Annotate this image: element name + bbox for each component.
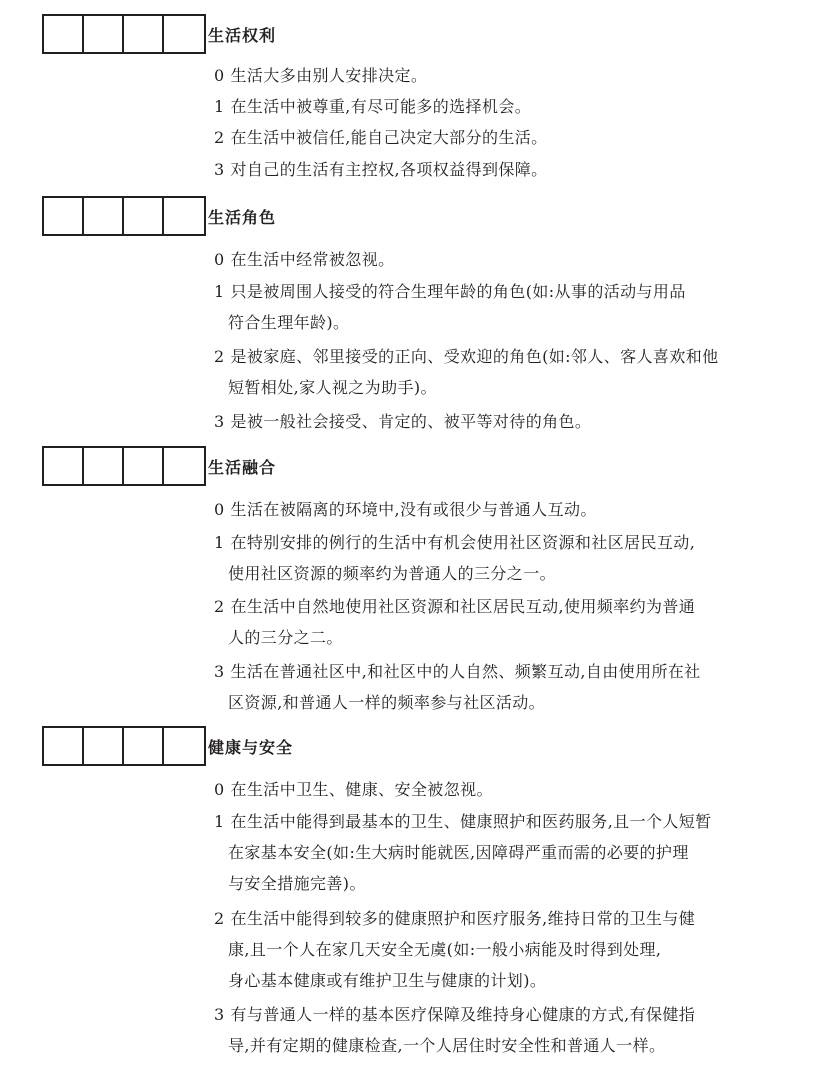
option-3	[214, 406, 774, 437]
option-text-continued: 区资源,和普通人一样的频率参与社区活动。	[228, 693, 546, 712]
option-text: 生活在普通社区中,和社区中的人自然、频繁互动,自由使用所在社	[230, 662, 701, 681]
option-number: 3	[214, 160, 225, 179]
option-text: 生活在被隔离的环境中,没有或很少与普通人互动。	[230, 500, 597, 519]
option-text: 在生活中经常被忽视。	[230, 250, 395, 269]
option-0	[214, 60, 774, 91]
option-number: 2	[214, 597, 225, 616]
option-text: 是被一般社会接受、肯定的、被平等对待的角色。	[230, 412, 592, 431]
option-text: 在生活中能得到较多的健康照护和医疗服务,维持日常的卫生与健	[230, 909, 696, 928]
score-box-4[interactable]	[164, 448, 204, 484]
option-1	[214, 91, 774, 122]
option-number: 1	[214, 533, 225, 552]
score-box-2[interactable]	[84, 16, 124, 52]
section-title: 健康与安全	[208, 738, 294, 757]
option-0	[214, 244, 774, 275]
option-line	[214, 341, 774, 372]
option-text: 在生活中被信任,能自己决定大部分的生活。	[230, 128, 548, 147]
option-text: 在生活中被尊重,有尽可能多的选择机会。	[230, 97, 532, 116]
option-text: 只是被周围人接受的符合生理年龄的角色(如:从事的活动与用品	[230, 282, 686, 301]
option-line	[214, 527, 774, 558]
option-2	[214, 122, 774, 153]
score-box-4[interactable]	[164, 728, 204, 764]
option-2	[214, 903, 774, 996]
option-line	[214, 276, 774, 307]
option-line	[214, 806, 774, 837]
option-line	[214, 903, 774, 934]
section-header	[42, 196, 822, 238]
option-1	[214, 527, 774, 589]
option-text-continued: 符合生理年龄)。	[228, 313, 350, 332]
option-number: 0	[214, 500, 225, 519]
option-text: 在生活中自然地使用社区资源和社区居民互动,使用频率约为普通	[230, 597, 696, 616]
option-number: 1	[214, 282, 225, 301]
option-number: 2	[214, 909, 225, 928]
score-boxes	[42, 14, 206, 54]
score-box-1[interactable]	[44, 198, 84, 234]
option-line	[214, 154, 774, 185]
option-text-continued: 身心基本健康或有维护卫生与健康的计划)。	[228, 971, 547, 990]
option-text-continued: 人的三分之二。	[228, 628, 343, 647]
score-box-1[interactable]	[44, 16, 84, 52]
option-1	[214, 276, 774, 338]
option-text-continued: 与安全措施完善)。	[228, 874, 366, 893]
option-3	[214, 656, 774, 718]
section-header	[42, 726, 822, 768]
option-number: 2	[214, 128, 225, 147]
option-text-continued: 导,并有定期的健康检查,一个人居住时安全性和普通人一样。	[228, 1036, 666, 1055]
option-number: 2	[214, 347, 225, 366]
score-box-1[interactable]	[44, 448, 84, 484]
option-line	[214, 244, 774, 275]
score-boxes	[42, 726, 206, 766]
section-header	[42, 14, 822, 56]
option-0	[214, 494, 774, 525]
option-text-continued: 康,且一个人在家几天安全无虞(如:一般小病能及时得到处理,	[228, 940, 662, 959]
score-box-4[interactable]	[164, 198, 204, 234]
option-number: 3	[214, 412, 225, 431]
option-text: 生活大多由别人安排决定。	[230, 66, 428, 85]
option-line	[214, 656, 774, 687]
option-line	[214, 494, 774, 525]
score-boxes	[42, 196, 206, 236]
section-header	[42, 446, 822, 488]
option-text-continued: 在家基本安全(如:生大病时能就医,因障碍严重而需的必要的护理	[228, 843, 689, 862]
option-3	[214, 999, 774, 1061]
score-box-1[interactable]	[44, 728, 84, 764]
option-line	[214, 406, 774, 437]
option-2	[214, 341, 774, 403]
option-text-continued: 短暂相处,家人视之为助手)。	[228, 378, 437, 397]
option-line	[214, 91, 774, 122]
score-box-2[interactable]	[84, 448, 124, 484]
option-number: 0	[214, 780, 225, 799]
score-box-4[interactable]	[164, 16, 204, 52]
option-number: 0	[214, 66, 225, 85]
option-number: 1	[214, 97, 225, 116]
option-text: 在特别安排的例行的生活中有机会使用社区资源和社区居民互动,	[230, 533, 696, 552]
option-text: 在生活中卫生、健康、安全被忽视。	[230, 780, 493, 799]
option-line	[214, 999, 774, 1030]
section-title: 生活角色	[208, 208, 277, 227]
option-0	[214, 774, 774, 805]
score-box-3[interactable]	[124, 198, 164, 234]
option-text: 对自己的生活有主控权,各项权益得到保障。	[230, 160, 548, 179]
option-3	[214, 154, 774, 185]
section-title: 生活权利	[208, 26, 277, 45]
option-2	[214, 591, 774, 653]
score-box-2[interactable]	[84, 198, 124, 234]
option-text: 在生活中能得到最基本的卫生、健康照护和医药服务,且一个人短暂	[230, 812, 712, 831]
score-box-3[interactable]	[124, 728, 164, 764]
option-line	[214, 774, 774, 805]
option-number: 1	[214, 812, 225, 831]
score-boxes	[42, 446, 206, 486]
option-text: 是被家庭、邻里接受的正向、受欢迎的角色(如:邻人、客人喜欢和他	[230, 347, 719, 366]
option-text: 有与普通人一样的基本医疗保障及维持身心健康的方式,有保健指	[230, 1005, 696, 1024]
option-number: 3	[214, 662, 225, 681]
option-number: 0	[214, 250, 225, 269]
option-text-continued: 使用社区资源的频率约为普通人的三分之一。	[228, 564, 557, 583]
score-box-2[interactable]	[84, 728, 124, 764]
option-number: 3	[214, 1005, 225, 1024]
option-line	[214, 122, 774, 153]
section-title: 生活融合	[208, 458, 277, 477]
option-1	[214, 806, 774, 899]
score-box-3[interactable]	[124, 448, 164, 484]
option-line	[214, 60, 774, 91]
option-line	[214, 591, 774, 622]
score-box-3[interactable]	[124, 16, 164, 52]
